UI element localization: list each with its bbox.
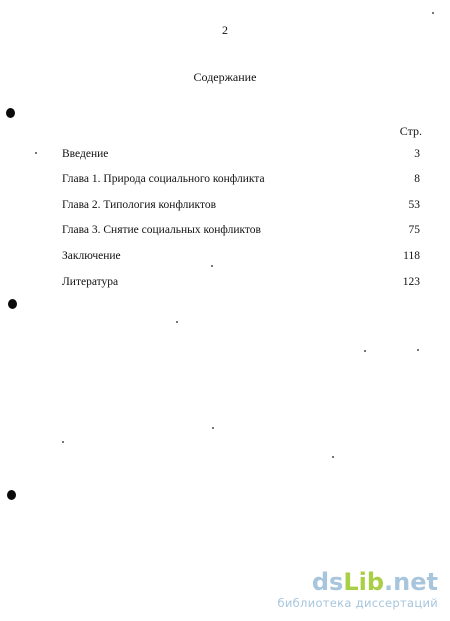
watermark-logo: [238, 568, 438, 596]
toc-entry-label: Глава 2. Типология конфликтов: [62, 199, 217, 211]
toc-entry-label: Глава 3. Снятие социальных конфликтов: [62, 224, 261, 236]
toc-entry: [62, 171, 420, 187]
toc-title: Содержание: [193, 70, 257, 84]
scan-speck: [35, 152, 37, 154]
scan-speck: [212, 427, 214, 429]
toc-entry-label: Литература: [62, 276, 119, 288]
watermark-logo-ds: ds: [311, 568, 344, 596]
scan-speck: [176, 321, 178, 323]
toc-entry: [62, 248, 420, 264]
toc-entry-label: Заключение: [62, 250, 121, 262]
page-number: 2: [222, 23, 228, 37]
toc-entry: [62, 197, 420, 213]
toc-entry-page: 8: [414, 173, 420, 185]
watermark-logo-net: .net: [384, 568, 438, 596]
scan-speck: [62, 441, 64, 443]
toc-entry-page: 118: [403, 250, 420, 262]
toc-entry-page: 75: [408, 224, 420, 236]
punch-hole: [8, 299, 17, 309]
scan-speck: [332, 456, 334, 458]
toc-entry-page: 53: [408, 199, 420, 211]
scan-speck: [417, 349, 419, 351]
scan-speck: [432, 12, 434, 14]
scan-speck: [211, 265, 213, 267]
punch-hole: [6, 108, 15, 118]
watermark-tagline: библиотека диссертаций: [277, 596, 438, 610]
toc-entry-page: 3: [414, 148, 420, 160]
toc-entry: [62, 274, 420, 290]
toc-entry-label: Глава 1. Природа социального конфликта: [62, 173, 265, 185]
toc-entry-label: Введение: [62, 148, 109, 160]
punch-hole: [7, 490, 16, 500]
scan-speck: [364, 350, 366, 352]
toc-entry-page: 123: [402, 276, 420, 288]
toc-entry: [62, 222, 420, 238]
watermark: [238, 568, 438, 610]
toc-page-column-header: Стр.: [399, 124, 422, 138]
watermark-logo-lib: Lib: [343, 568, 385, 596]
toc-entry: [62, 146, 420, 162]
